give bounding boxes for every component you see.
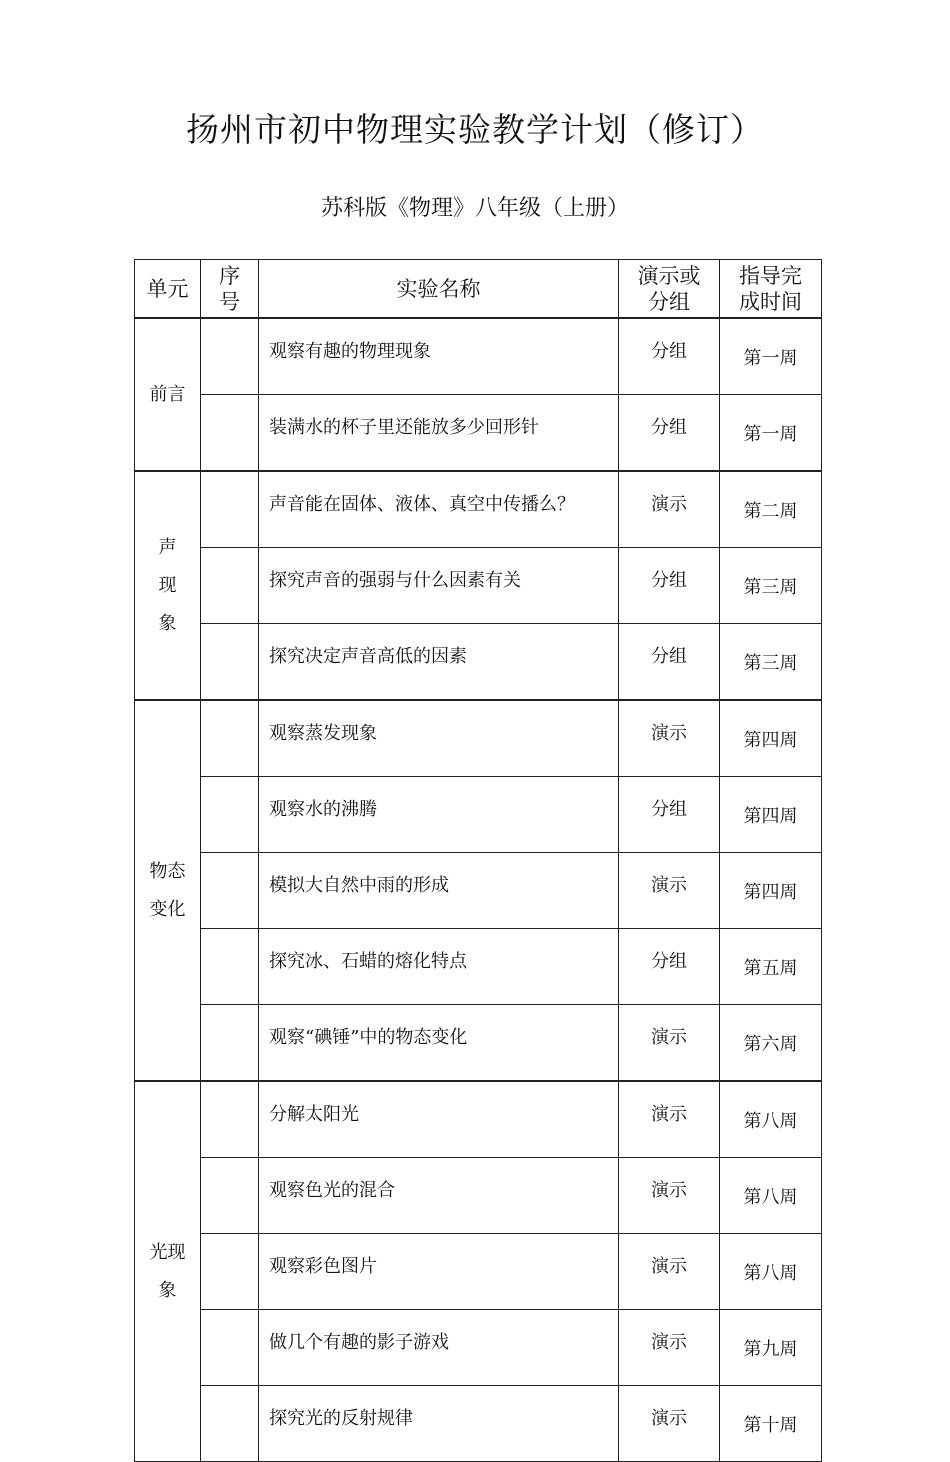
week-cell: 第五周 bbox=[720, 929, 822, 1005]
week-cell: 第九周 bbox=[720, 1310, 822, 1386]
seq-cell bbox=[201, 318, 259, 395]
type-cell: 演示 bbox=[619, 1081, 720, 1158]
type-cell: 分组 bbox=[619, 929, 720, 1005]
table-row bbox=[135, 318, 822, 395]
type-cell: 分组 bbox=[619, 395, 720, 472]
unit-cell bbox=[135, 1081, 201, 1462]
type-cell: 分组 bbox=[619, 624, 720, 701]
name-cell: 做几个有趣的影子游戏 bbox=[259, 1310, 619, 1386]
week-cell: 第一周 bbox=[720, 318, 822, 395]
unit-label: 现 bbox=[158, 574, 177, 596]
week-cell: 第一周 bbox=[720, 395, 822, 472]
seq-cell bbox=[201, 1386, 259, 1462]
table-row bbox=[135, 1386, 822, 1462]
seq-cell bbox=[201, 1310, 259, 1386]
table-row bbox=[135, 624, 822, 701]
header-seq: 序 号 bbox=[201, 260, 259, 319]
week-cell: 第十周 bbox=[720, 1386, 822, 1462]
name-cell: 探究声音的强弱与什么因素有关 bbox=[259, 548, 619, 624]
unit-group bbox=[135, 318, 822, 471]
seq-cell bbox=[201, 548, 259, 624]
seq-cell bbox=[201, 1081, 259, 1158]
header-name: 实验名称 bbox=[259, 260, 619, 319]
seq-cell bbox=[201, 1005, 259, 1082]
name-cell: 分解太阳光 bbox=[259, 1081, 619, 1158]
header-type: 演示或 分组 bbox=[619, 260, 720, 319]
unit-cell bbox=[135, 471, 201, 700]
table-row bbox=[135, 1158, 822, 1234]
type-cell: 分组 bbox=[619, 777, 720, 853]
unit-label: 前言 bbox=[149, 383, 186, 405]
table-row bbox=[135, 1234, 822, 1310]
header-unit: 单元 bbox=[135, 260, 201, 319]
seq-cell bbox=[201, 1234, 259, 1310]
seq-cell bbox=[201, 395, 259, 472]
seq-cell bbox=[201, 853, 259, 929]
type-cell: 演示 bbox=[619, 1158, 720, 1234]
week-cell: 第四周 bbox=[720, 700, 822, 777]
type-cell: 分组 bbox=[619, 548, 720, 624]
name-cell: 观察彩色图片 bbox=[259, 1234, 619, 1310]
table-header-row bbox=[135, 260, 822, 319]
unit-group bbox=[135, 1081, 822, 1462]
week-cell: 第三周 bbox=[720, 548, 822, 624]
name-cell: 观察“碘锤”中的物态变化 bbox=[259, 1005, 619, 1082]
type-cell: 演示 bbox=[619, 853, 720, 929]
seq-cell bbox=[201, 1158, 259, 1234]
name-cell: 观察蒸发现象 bbox=[259, 700, 619, 777]
name-cell: 观察色光的混合 bbox=[259, 1158, 619, 1234]
unit-cell bbox=[135, 700, 201, 1081]
table-row bbox=[135, 777, 822, 853]
unit-label: 象 bbox=[158, 612, 177, 634]
seq-cell bbox=[201, 700, 259, 777]
type-cell: 演示 bbox=[619, 1005, 720, 1082]
week-cell: 第三周 bbox=[720, 624, 822, 701]
type-cell: 分组 bbox=[619, 318, 720, 395]
type-cell: 演示 bbox=[619, 700, 720, 777]
document-title: 扬州市初中物理实验教学计划（修订） bbox=[186, 110, 764, 149]
table-row bbox=[135, 700, 822, 777]
unit-group bbox=[135, 700, 822, 1081]
document-subtitle: 苏科版《物理》八年级（上册） bbox=[320, 196, 629, 221]
unit-group bbox=[135, 471, 822, 700]
unit-label: 物态 bbox=[149, 860, 186, 882]
week-cell: 第四周 bbox=[720, 853, 822, 929]
seq-cell bbox=[201, 624, 259, 701]
name-cell: 探究冰、石蜡的熔化特点 bbox=[259, 929, 619, 1005]
name-cell: 观察水的沸腾 bbox=[259, 777, 619, 853]
table-row bbox=[135, 1005, 822, 1082]
type-cell: 演示 bbox=[619, 471, 720, 548]
name-cell: 探究光的反射规律 bbox=[259, 1386, 619, 1462]
table-row bbox=[135, 395, 822, 472]
experiment-plan-table bbox=[134, 259, 822, 1462]
table-row bbox=[135, 471, 822, 548]
unit-label: 象 bbox=[158, 1279, 177, 1301]
unit-cell bbox=[135, 318, 201, 471]
seq-cell bbox=[201, 777, 259, 853]
unit-label: 声 bbox=[158, 536, 177, 558]
week-cell: 第八周 bbox=[720, 1081, 822, 1158]
week-cell: 第二周 bbox=[720, 471, 822, 548]
week-cell: 第八周 bbox=[720, 1234, 822, 1310]
table-row bbox=[135, 1310, 822, 1386]
table-row bbox=[135, 929, 822, 1005]
type-cell: 演示 bbox=[619, 1386, 720, 1462]
name-cell: 观察有趣的物理现象 bbox=[259, 318, 619, 395]
week-cell: 第四周 bbox=[720, 777, 822, 853]
name-cell: 装满水的杯子里还能放多少回形针 bbox=[259, 395, 619, 472]
seq-cell bbox=[201, 471, 259, 548]
unit-label: 变化 bbox=[149, 898, 186, 920]
unit-label: 光现 bbox=[149, 1241, 186, 1263]
table-row bbox=[135, 548, 822, 624]
seq-cell bbox=[201, 929, 259, 1005]
name-cell: 声音能在固体、液体、真空中传播么？ bbox=[259, 471, 619, 548]
week-cell: 第六周 bbox=[720, 1005, 822, 1082]
week-cell: 第八周 bbox=[720, 1158, 822, 1234]
name-cell: 模拟大自然中雨的形成 bbox=[259, 853, 619, 929]
type-cell: 演示 bbox=[619, 1310, 720, 1386]
table-row bbox=[135, 853, 822, 929]
type-cell: 演示 bbox=[619, 1234, 720, 1310]
header-week: 指导完 成时间 bbox=[720, 260, 822, 319]
table-row bbox=[135, 1081, 822, 1158]
name-cell: 探究决定声音高低的因素 bbox=[259, 624, 619, 701]
